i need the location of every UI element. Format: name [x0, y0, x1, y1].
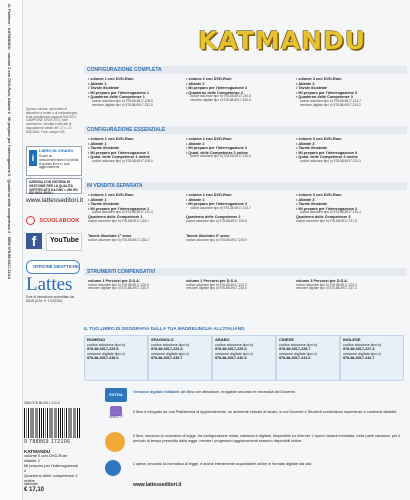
config-line: • Atlante 3 [296, 141, 315, 146]
config-line: • volume 2 con DVD-Rom [186, 193, 232, 197]
separate-item [88, 215, 194, 223]
cd-icon [105, 432, 125, 452]
isbn-code: codice adozione tipo b) 978-88-6917-215-1 [88, 218, 149, 223]
info-icon: i [29, 150, 37, 166]
lang-code: 978-88-6917-239-7 [151, 356, 183, 360]
config-column [88, 137, 194, 164]
lang-box [340, 335, 404, 381]
spine-title: KATMANDU [7, 27, 11, 50]
config-line: • Mi preparo per l'interrogazione 3 [296, 90, 358, 95]
lang-box [276, 335, 340, 381]
config-item: volume 2 con DVD-Rom [188, 77, 232, 81]
online-desc: L'opera, secondo la normativa di legge, è anche interamente acquistabile online in formato digitale dal sito: [133, 462, 313, 466]
spine-volume: volume 2 con DVD-Rom, Atlante 2 [7, 52, 11, 114]
isbn-code: codice adozione tipo b) 978-88-6917-210-6 [190, 154, 251, 159]
config-item: Tavole illustrate [298, 86, 328, 91]
lang-code: codice adozione tipo b) [215, 342, 253, 347]
isbn-code: codice adozione tipo b) 978-88-6917-218-2 [88, 237, 149, 242]
lang-code: 978-88-6917-225-0 [215, 347, 247, 351]
lang-code: versione digitale tipo c) [279, 351, 317, 356]
lang-name: ARABO [215, 337, 230, 342]
lang-name: SPAGNOLO [151, 337, 174, 342]
config-line: • Atlante 1 [88, 141, 107, 146]
config-item: Atlante 1 [90, 81, 107, 86]
config-item: Mi preparo per l'interrogazione 3 [298, 150, 358, 155]
config-item: Mi preparo per l'interrogazione 1 [90, 150, 150, 155]
lang-box [84, 335, 148, 381]
config-item: Mi preparo per l'interrogazione 3 [298, 90, 358, 95]
config-item: Atlante 3 [298, 81, 315, 86]
youtube-icon[interactable] [46, 233, 82, 251]
extrabook-desc-text: del libro con attivazioni, erogabile secondo le necessità del Docente. [180, 390, 296, 394]
config-line: • Atlante 3 [296, 197, 315, 202]
isbn-code: codice adozione tipo b) 978-88-6917-213-7 [300, 98, 361, 103]
isbn-code: codice adozione tipo b) 978-88-6917-212-0 [92, 210, 153, 215]
config-column [88, 77, 194, 108]
config-item: volume 1 con DVD-Rom [90, 77, 134, 81]
officine-label: OFFICINE DIDATTICHE [33, 264, 79, 269]
config-item: Quad. delle Competenze 3 online [298, 155, 358, 160]
config-line: • volume 3 con DVD-Rom [296, 193, 342, 197]
lang-code: 978-88-6917-227-4 [343, 347, 375, 351]
separate-item-title: Quaderno delle Competenze 2 [186, 215, 241, 219]
footer-line6: indivisibili [24, 482, 38, 487]
lang-name: CINESE [279, 337, 294, 342]
separate-item [296, 215, 402, 223]
lang-code: versione digitale tipo c) [215, 351, 253, 356]
config-item: Quad. delle Competenze 1 online [90, 155, 150, 160]
config-line: • Atlante 2 [186, 197, 205, 202]
extrabook-panel [103, 384, 403, 496]
config-line: • volume 2 con DVD-Rom [186, 137, 232, 141]
lattes-wordmark: Lattes [26, 274, 73, 295]
config-line: • Quaderno delle Competenze 1 [88, 95, 145, 100]
lang-box [148, 335, 212, 381]
smart-it-logo [105, 406, 127, 422]
config-line: • Tavole illustrate [296, 86, 328, 91]
isbn-code: codice adozione tipo b) 978-88-6917-213-7 [190, 205, 251, 210]
config-line: • Quad. delle Competenze 3 online [296, 155, 358, 160]
isbn-code: versione digitale tipo c) 978-88-6917-236-6 [186, 286, 247, 291]
config-line: • Mi preparo per l'interrogazione 3 [296, 150, 358, 155]
config-line: • Mi preparo per l'interrogazione 2 [186, 202, 248, 207]
footer-line4: Quaderno delle competenze 2 [24, 472, 78, 478]
book-spine [0, 0, 23, 500]
isbn-code: codice adozione tipo b) 978-88-6917-210-6 [190, 94, 251, 99]
isbn-code: versione digitale tipo c) 978-88-6917-233-5 [190, 98, 251, 103]
config-item: volume 1 con DVD-Rom [90, 193, 134, 197]
isbn-code: codice adozione tipo b) 978-88-6917-214-4 [300, 210, 361, 215]
facebook-icon[interactable]: f [26, 233, 42, 249]
config-item: Mi preparo per l'interrogazione 1 [90, 206, 150, 211]
spine-quaderno: Quaderno delle competenze 2 [7, 179, 11, 234]
separate-item [186, 234, 292, 242]
config-line: • Mi preparo per l'interrogazione 2 [186, 86, 248, 91]
lang-code: 978-88-6917-238-0 [87, 356, 119, 360]
separate-item-title: Quaderno delle Competenze 1 [88, 215, 143, 219]
config-item: Quaderno delle Competenze 1 [90, 95, 145, 100]
config-line: • Mi preparo per l'interrogazione 1 [88, 206, 150, 211]
strumenti-title: volume 2 Percorsi per D.S.A. [186, 279, 238, 283]
isbn-label: ISBN 978-88-6917-210-6 [24, 401, 60, 405]
config-item: Tavole illustrate [90, 146, 120, 151]
config-line: • volume 1 con DVD-Rom [88, 193, 134, 197]
strumenti-column [88, 279, 194, 291]
isbn-code: codice adozione tipo b) 978-88-6917-219-9 [186, 237, 247, 242]
platform-desc: Il libro è integrato da una Piattaforma di Apprendimento, un ambiente virtuale di studio, in cui Docente e Studenti condividono esperienze e contenuti didattici. [133, 410, 398, 414]
config-column [186, 137, 292, 159]
strumenti-column [186, 279, 292, 291]
config-column [296, 137, 402, 164]
lang-code: versione digitale tipo c) [151, 351, 189, 356]
section-header: CONFIGURAZIONE COMPLETA [84, 66, 407, 74]
lang-code: 978-88-6917-240-3 [215, 356, 247, 360]
isbn-code: codice adozione tipo b) 978-88-6917-217-5 [296, 218, 357, 223]
config-line: • volume 1 con DVD-Rom [88, 137, 134, 141]
separate-item [88, 234, 194, 242]
lang-code: codice adozione tipo b) [279, 342, 317, 347]
config-line: • Tavole illustrate [296, 202, 328, 207]
config-line: • Quad. delle Competenze 2 online [186, 150, 248, 155]
strumenti-title: volume 1 Percorsi per D.S.A. [88, 279, 140, 283]
config-line: • volume 3 con DVD-Rom [296, 137, 342, 141]
config-item: volume 2 con DVD-Rom [188, 193, 232, 197]
config-item: Quad. delle Competenze 2 online [188, 150, 248, 155]
lang-code: versione digitale tipo c) [87, 351, 125, 356]
certification-text: AZIENDA CON SISTEMA DI GESTIONE PER LA QUALITÀ CERTIFICATO DA DNV = UNI EN ISO 9001:2008 = [29, 180, 78, 196]
config-item: Quaderno delle Competenze 2 [188, 90, 243, 95]
config-column [296, 193, 402, 215]
config-column [186, 77, 292, 103]
officine-lattes-logo [24, 258, 82, 316]
config-item: volume 1 con DVD-Rom [90, 137, 134, 141]
scuolabook-logo [26, 212, 80, 222]
extrabook-logo: EXTRA [105, 388, 127, 402]
officine-pill [26, 260, 80, 274]
isbn-code: codice adozione tipo b) 978-88-6917-220-5 [88, 282, 149, 287]
config-line: • Quad. delle Competenze 1 online [88, 155, 150, 160]
config-item: Tavole illustrate [298, 202, 328, 207]
smart-it-label: SMART-IT [108, 415, 124, 419]
config-line: • Mi preparo per l'interrogazione 1 [88, 150, 150, 155]
isbn-code: codice adozione tipo b) 978-88-6917-216-8 [186, 218, 247, 223]
config-column [186, 193, 292, 211]
config-line: • Quaderno delle Competenze 3 [296, 95, 353, 100]
website-left[interactable]: www.lattesseditori.it [26, 197, 84, 204]
lang-code: codice adozione tipo b) [87, 342, 125, 347]
config-line: • Tavole illustrate [296, 146, 328, 151]
footer-line5: online [24, 477, 35, 483]
globe-icon [105, 460, 121, 476]
spine-interrogazione: Mi preparo per l'interrogazione 2 [7, 117, 11, 177]
config-line: • volume 2 con DVD-Rom [186, 77, 232, 81]
config-line: • Mi preparo per l'interrogazione 2 [186, 146, 248, 151]
config-item: Atlante 3 [298, 197, 315, 202]
config-item: Tavole illustrate [90, 202, 120, 207]
config-item: Atlante 2 [188, 197, 205, 202]
config-line: • Tavole illustrate [88, 202, 120, 207]
config-item: Quaderno delle Competenze 3 [298, 95, 353, 100]
isbn-code: codice adozione tipo b) 978-88-6917-221-2 [186, 282, 247, 287]
separate-item [186, 215, 292, 223]
lang-name: INGLESE [343, 337, 361, 342]
config-item: Atlante 1 [90, 197, 107, 202]
lang-header: IL TUO LIBRO DI GEOGRAFIA DALLA TUA MADRELINGUA ALL'ITALIANO [84, 326, 245, 331]
config-line: • Quaderno delle Competenze 2 [186, 90, 243, 95]
config-item: Atlante 3 [298, 141, 315, 146]
lang-code: codice adozione tipo b) [343, 342, 381, 347]
config-item: Mi preparo per l'interrogazione 2 [188, 86, 248, 91]
extrabook-desc-bold: Versione digitale editabile [133, 390, 180, 394]
config-item: Mi preparo per l'interrogazione 1 [90, 90, 150, 95]
footer-line3: Mi preparo per l'interrogazione 2 [24, 462, 79, 473]
lang-box [212, 335, 276, 381]
lang-code: codice adozione tipo b) [151, 342, 189, 347]
strumenti-header: STRUMENTI COMPENSATIVI [84, 268, 407, 276]
section-header: IN VENDITA SEPARATA [84, 182, 407, 190]
config-item: volume 3 con DVD-Rom [298, 137, 342, 141]
config-line: • Tavole illustrate [88, 146, 120, 151]
libro-in-chiaro-title: LIBRO IN CHIARO [39, 148, 74, 153]
spine-text: G. Pontiero · KATMANDU · volume 2 con DVD-Rom, Atlante 2 · Mi preparo per l'interrogazione 2 · Quaderno delle competenze 2 · ISBN 978-88-6917-210-6 [7, 4, 11, 280]
isbn-code: codice adozione tipo b) 978-88-6917-222-9 [296, 282, 357, 287]
isbn-code: versione digitale tipo c) 978-88-6917-237-3 [296, 286, 357, 291]
separate-item-title: Tavole illustrate 3° anno [186, 234, 230, 238]
footer-website[interactable]: www.lattesseditori.it [133, 482, 182, 488]
config-line: • Atlante 1 [88, 81, 107, 86]
config-column [88, 193, 194, 215]
config-line: • volume 1 con DVD-Rom [88, 77, 134, 81]
libro-in-chiaro-text: Scopri su www.libroinchiaro.it la storia di questo libro e i suoi aggiornamenti [39, 154, 79, 170]
lang-code: 978-88-6917-242-7 [343, 356, 375, 360]
lattes-subtitle: Ente di formazione accreditato dal MIUR (D.M. n° 170/2016) [26, 295, 75, 303]
isbn-code: versione digitale tipo c) 978-88-6917-234-2 [300, 102, 361, 107]
lang-code: versione digitale tipo c) [343, 351, 381, 356]
config-line: • Mi preparo per l'interrogazione 3 [296, 206, 358, 211]
config-item: Atlante 2 [188, 141, 205, 146]
config-item: Tavole illustrate [298, 146, 328, 151]
barcode [24, 408, 80, 438]
config-line: • Atlante 2 [186, 141, 205, 146]
config-line: • Mi preparo per l'interrogazione 1 [88, 90, 150, 95]
scuolabook-label: SCUOLABOOK [39, 217, 80, 224]
config-item: Tavole illustrate [90, 86, 120, 91]
config-item: volume 2 con DVD-Rom [188, 137, 232, 141]
separate-item-title: Tavole illustrate 1° anno [88, 234, 132, 238]
strumenti-title: volume 3 Percorsi per D.S.A. [296, 279, 348, 283]
config-item: Mi preparo per l'interrogazione 2 [188, 202, 248, 207]
scuolabook-icon [26, 216, 35, 225]
config-item: Mi preparo per l'interrogazione 2 [188, 146, 248, 151]
isbn-code: versione digitale tipo c) 978-88-6917-235-9 [88, 286, 149, 291]
isbn-code: codice adozione tipo b) 978-88-6917-211-3 [300, 158, 361, 163]
config-line: • volume 3 con DVD-Rom [296, 77, 342, 81]
config-item: volume 3 con DVD-Rom [298, 193, 342, 197]
config-item: Atlante 1 [90, 141, 107, 146]
config-column [296, 77, 402, 108]
mixed-config-desc: Il libro, secondo la normativa di legge, ha configurazione mista, cartacea e digitale, disponibile su Internet. L'opera rimarrà immutata, nella parte cartacea, per il periodo di tempo prescritto dalla legge, mentre i progressivi aggiornamenti saranno disponibili online. [133, 434, 401, 443]
price: € 17,10 [24, 487, 45, 494]
footer-line1: volume 2 con DVD-Rom [24, 453, 68, 458]
config-item: Atlante 2 [188, 81, 205, 86]
config-line: • Tavole illustrate [88, 86, 120, 91]
strumenti-column [296, 279, 402, 291]
footer-title: KATMANDU [24, 449, 51, 454]
lang-code: 978-88-6917-226-7 [279, 347, 311, 351]
katmandu-logo: KATMANDU [198, 26, 367, 55]
spine-isbn: ISBN 978-88-6917-210-6 [7, 236, 11, 280]
config-line: • Atlante 1 [88, 197, 107, 202]
config-item: volume 3 con DVD-Rom [298, 77, 342, 81]
lang-name: ROMENO [87, 337, 105, 342]
youtube-label: YouTube [50, 237, 79, 244]
lang-code: 978-88-6917-241-0 [279, 356, 311, 360]
libro-in-chiaro-box [26, 146, 82, 176]
footer-line2: Atlante 2 [24, 457, 40, 463]
certification-box [26, 178, 82, 194]
config-line: • Atlante 3 [296, 81, 315, 86]
sample-notice: Questo volume, sprovvisto di talloncino a fronte o di contrassegno, è da considerarsi copia di SAGGIO-CAMPIONE GRATUITO, fuori commercio. Vendita e altri atti di disposizione vietati: art. 17 c. 2 L. 633/1941. Fuori campo IVA. [26, 107, 79, 134]
isbn-code: codice adozione tipo b) 978-88-6917-209-0 [92, 158, 153, 163]
extrabook-desc [133, 390, 401, 395]
isbn-code: versione digitale tipo c) 978-88-6917-232-8 [92, 102, 153, 107]
lang-code: 978-88-6917-223-6 [87, 347, 119, 351]
spine-author: G. Pontiero [7, 4, 11, 25]
barcode-digits: 9 788869 172106 [24, 439, 71, 445]
social-icons [24, 232, 82, 250]
footer-product [24, 449, 80, 493]
isbn-code: codice adozione tipo b) 978-88-6917-206-9 [92, 98, 153, 103]
section-header: CONFIGURAZIONE ESSENZIALE [84, 126, 407, 134]
lang-code: 978-88-6917-224-3 [151, 347, 183, 351]
config-line: • Atlante 2 [186, 81, 205, 86]
config-item: Mi preparo per l'interrogazione 3 [298, 206, 358, 211]
separate-item-title: Quaderno delle Competenze 3 [296, 215, 351, 219]
